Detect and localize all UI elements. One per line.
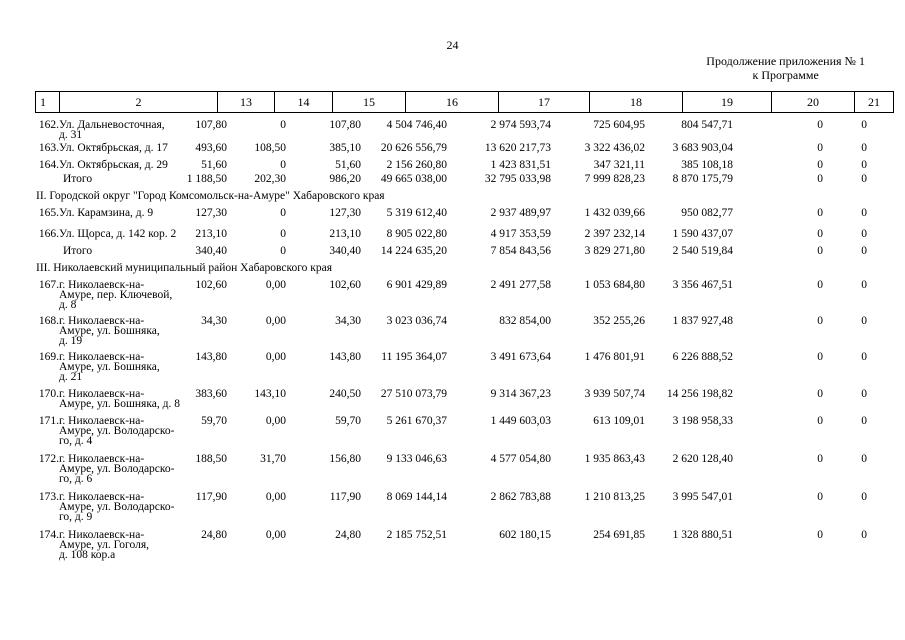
cell-col-21: 0 [861,491,867,503]
cell-col-18: 2 397 232,14 [584,228,645,240]
cell-col-16: 9 133 046,63 [386,453,447,465]
address-cell: Ул. Октябрьская, д. 29 [59,159,168,171]
cell-col-18: 7 999 828,23 [584,173,645,185]
row-number: 172. [38,453,59,465]
cell-col-20: 0 [817,207,823,219]
cell-col-18: 254 691,85 [593,529,645,541]
cell-col-16: 4 504 746,40 [386,119,447,131]
address-cell: г. Николаевск-на- Амуре, ул. Бошняка, д. 19 [59,315,160,347]
cell-col-18: 347 321,11 [593,159,645,171]
cell-col-14: 31,70 [260,453,286,465]
cell-col-21: 0 [861,453,867,465]
cell-col-13: 51,60 [201,159,227,171]
cell-col-20: 0 [817,228,823,240]
cell-col-16: 5 319 612,40 [386,207,447,219]
cell-col-19: 3 198 958,33 [672,415,733,427]
address-cell: г. Николаевск-на- Амуре, ул. Бошняка, д. 21 [59,351,160,383]
cell-col-17: 32 795 033,98 [484,173,551,185]
total-row [35,243,867,259]
cell-col-13: 59,70 [201,415,227,427]
cell-col-16: 14 224 635,20 [380,245,447,257]
cell-col-16: 20 626 556,79 [380,142,447,154]
cell-col-15: 34,30 [335,315,361,327]
cell-col-20: 0 [817,491,823,503]
address-cell: г. Николаевск-на- Амуре, ул. Гоголя, д. 108 кор.а [59,529,149,561]
row-number: 173. [38,491,59,503]
cell-col-17: 1 449 603,03 [490,415,551,427]
cell-col-13: 143,80 [195,351,227,363]
cell-col-13: 340,40 [195,245,227,257]
cell-col-13: 127,30 [195,207,227,219]
cell-col-21: 0 [861,529,867,541]
cell-col-14: 0,00 [265,351,286,363]
row-number: 166. [38,228,59,240]
cell-col-17: 4 577 054,80 [490,453,551,465]
cell-col-21: 0 [861,119,867,131]
cell-col-16: 5 261 670,37 [386,415,447,427]
cell-col-13: 493,60 [195,142,227,154]
column-header-13: 13 [218,92,275,113]
cell-col-21: 0 [861,228,867,240]
cell-col-13: 213,10 [195,228,227,240]
cell-col-20: 0 [817,351,823,363]
cell-col-17: 7 854 843,56 [490,245,551,257]
cell-col-16: 11 195 364,07 [381,351,447,363]
table-row [35,226,867,243]
column-header-19: 19 [683,92,772,113]
section-heading: III. Николаевский муниципальный район Хабаровского края [36,262,333,274]
cell-col-17: 13 620 217,73 [484,142,551,154]
address-cell: г. Николаевск-на- Амуре, ул. Володарско- го, д. 4 [59,415,175,447]
section-heading: II. Городской округ "Город Комсомольск-на-Амуре" Хабаровского края [36,190,385,202]
address-cell: г. Николаевск-на- Амуре, ул. Володарско- го, д. 9 [59,491,175,523]
cell-col-21: 0 [861,279,867,291]
continuation-line-2: к Программе [752,68,819,82]
cell-col-21: 0 [861,315,867,327]
column-header-1: 1 [36,92,60,113]
table-row [35,117,867,140]
cell-col-16: 8 905 022,80 [386,228,447,240]
cell-col-17: 1 423 831,51 [490,159,551,171]
cell-col-19: 2 540 519,84 [672,245,733,257]
total-label: Итого [63,245,93,257]
cell-col-21: 0 [861,388,867,400]
cell-col-16: 3 023 036,74 [386,315,447,327]
table-row [35,349,867,386]
column-header-14: 14 [275,92,333,113]
cell-col-19: 804 547,71 [681,119,733,131]
table-row [35,386,867,413]
cell-col-14: 0,00 [265,315,286,327]
row-number: 164. [38,159,59,171]
cell-col-15: 156,80 [329,453,361,465]
cell-col-14: 108,50 [254,142,286,154]
cell-col-14: 143,10 [254,388,286,400]
address-cell: г. Николаевск-на- Амуре, ул. Бошняка, д. 8 [59,388,180,410]
cell-col-20: 0 [817,173,823,185]
cell-col-21: 0 [861,207,867,219]
cell-col-21: 0 [861,245,867,257]
row-number: 169. [38,351,59,363]
cell-col-15: 127,30 [329,207,361,219]
cell-col-18: 1 935 863,43 [584,453,645,465]
cell-col-15: 213,10 [329,228,361,240]
cell-col-20: 0 [817,415,823,427]
cell-col-15: 143,80 [329,351,361,363]
cell-col-21: 0 [861,142,867,154]
cell-col-16: 8 069 144,14 [386,491,447,503]
cell-col-18: 1 053 684,80 [584,279,645,291]
table-row [35,277,867,313]
cell-col-16: 2 185 752,51 [386,529,447,541]
table-body [35,117,867,567]
cell-col-17: 3 491 673,64 [490,351,551,363]
column-header-18: 18 [590,92,683,113]
cell-col-16: 49 665 038,00 [380,173,447,185]
address-cell: Ул. Карамзина, д. 9 [59,207,154,219]
table-row [35,140,867,157]
row-number: 165. [38,207,59,219]
cell-col-20: 0 [817,388,823,400]
cell-col-15: 117,90 [329,491,361,503]
cell-col-13: 24,80 [201,529,227,541]
row-number: 170. [38,388,59,400]
cell-col-14: 0,00 [265,529,286,541]
cell-col-20: 0 [817,159,823,171]
cell-col-17: 4 917 353,59 [490,228,551,240]
cell-col-19: 3 995 547,01 [672,491,733,503]
cell-col-19: 1 328 880,51 [672,529,733,541]
table-row [35,413,867,451]
address-cell: г. Николаевск-на- Амуре, ул. Володарско- го, д. 6 [59,453,175,485]
column-header-17: 17 [499,92,590,113]
cell-col-21: 0 [861,351,867,363]
cell-col-18: 3 939 507,74 [584,388,645,400]
row-number: 162. [38,119,59,131]
column-header-table [35,91,894,113]
cell-col-20: 0 [817,119,823,131]
total-label: Итого [63,173,93,185]
cell-col-18: 1 210 813,25 [584,491,645,503]
cell-col-16: 2 156 260,80 [386,159,447,171]
column-header-20: 20 [772,92,855,113]
cell-col-19: 385 108,18 [681,159,733,171]
row-number: 163. [38,142,59,154]
cell-col-19: 14 256 198,82 [666,388,733,400]
row-number: 171. [38,415,59,427]
row-number: 174. [38,529,59,541]
row-number: 168. [38,315,59,327]
cell-col-14: 0,00 [265,279,286,291]
column-header-row [36,92,894,113]
cell-col-15: 102,60 [329,279,361,291]
cell-col-19: 3 356 467,51 [672,279,733,291]
cell-col-18: 1 432 039,66 [584,207,645,219]
cell-col-19: 2 620 128,40 [672,453,733,465]
cell-col-18: 352 255,26 [593,315,645,327]
cell-col-13: 188,50 [195,453,227,465]
address-cell: Ул. Октябрьская, д. 17 [59,142,168,154]
cell-col-15: 986,20 [329,173,361,185]
table-row [35,205,867,226]
cell-col-14: 0 [280,207,286,219]
cell-col-13: 117,90 [195,491,227,503]
cell-col-19: 950 082,77 [681,207,733,219]
cell-col-20: 0 [817,279,823,291]
cell-col-13: 107,80 [195,119,227,131]
cell-col-15: 340,40 [329,245,361,257]
cell-col-13: 34,30 [201,315,227,327]
cell-col-20: 0 [817,315,823,327]
cell-col-20: 0 [817,142,823,154]
cell-col-14: 0 [280,119,286,131]
cell-col-14: 0 [280,159,286,171]
cell-col-16: 6 901 429,89 [386,279,447,291]
cell-col-17: 2 937 489,97 [490,207,551,219]
cell-col-14: 202,30 [254,173,286,185]
column-header-21: 21 [855,92,894,113]
cell-col-20: 0 [817,529,823,541]
cell-col-21: 0 [861,173,867,185]
cell-col-19: 1 590 437,07 [672,228,733,240]
address-cell: Ул. Щорса, д. 142 кор. 2 [59,228,177,240]
cell-col-13: 1 188,50 [186,173,227,185]
cell-col-14: 0,00 [265,491,286,503]
cell-col-13: 383,60 [195,388,227,400]
cell-col-15: 240,50 [329,388,361,400]
table-row [35,157,867,171]
cell-col-15: 59,70 [335,415,361,427]
row-number: 167. [38,279,59,291]
cell-col-20: 0 [817,453,823,465]
cell-col-17: 2 974 593,74 [490,119,551,131]
column-header-16: 16 [406,92,499,113]
cell-col-21: 0 [861,159,867,171]
cell-col-17: 602 180,15 [499,529,551,541]
cell-col-13: 102,60 [195,279,227,291]
cell-col-15: 24,80 [335,529,361,541]
cell-col-15: 51,60 [335,159,361,171]
cell-col-17: 2 491 277,58 [490,279,551,291]
page-number: 24 [446,38,459,52]
cell-col-15: 385,10 [329,142,361,154]
cell-col-18: 725 604,95 [593,119,645,131]
cell-col-18: 3 829 271,80 [584,245,645,257]
cell-col-19: 1 837 927,48 [672,315,733,327]
table-row [35,313,867,349]
continuation-note [706,54,865,82]
total-row [35,171,867,187]
cell-col-16: 27 510 073,79 [380,388,447,400]
column-header-2: 2 [60,92,218,113]
cell-col-17: 832 854,00 [499,315,551,327]
cell-col-19: 6 226 888,52 [672,351,733,363]
cell-col-15: 107,80 [329,119,361,131]
cell-col-20: 0 [817,245,823,257]
cell-col-18: 1 476 801,91 [584,351,645,363]
cell-col-14: 0 [280,245,286,257]
table-row [35,451,867,489]
cell-col-18: 3 322 436,02 [584,142,645,154]
table-row [35,489,867,527]
column-header-15: 15 [333,92,406,113]
cell-col-14: 0 [280,228,286,240]
address-cell: Ул. Дальневосточная, д. 31 [59,119,165,141]
cell-col-19: 8 870 175,79 [672,173,733,185]
cell-col-17: 9 314 367,23 [490,388,551,400]
table-row [35,527,867,567]
cell-col-18: 613 109,01 [593,415,645,427]
address-cell: г. Николаевск-на- Амуре, пер. Ключевой, д. 8 [59,279,173,311]
continuation-line-1: Продолжение приложения № 1 [706,54,865,68]
cell-col-21: 0 [861,415,867,427]
cell-col-14: 0,00 [265,415,286,427]
cell-col-19: 3 683 903,04 [672,142,733,154]
cell-col-17: 2 862 783,88 [490,491,551,503]
